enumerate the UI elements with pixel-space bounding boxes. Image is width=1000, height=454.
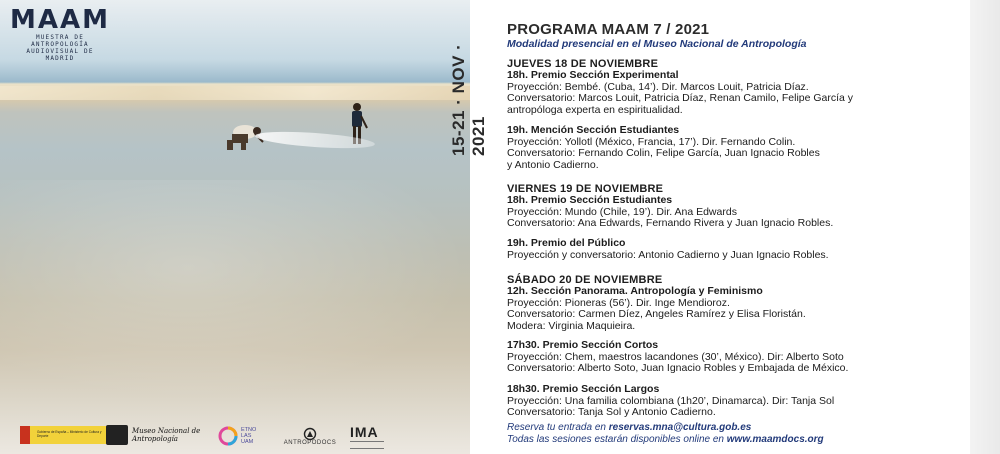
session-heading: 17h30. Premio Sección Cortos	[507, 339, 659, 351]
ministry-logo-text: Gobierno de España – Ministerio de Cultura y Deporte	[37, 430, 102, 438]
session-heading: 19h. Mención Sección Estudiantes	[507, 124, 680, 136]
day-heading-saturday: SÁBADO 20 DE NOVIEMBRE	[507, 274, 663, 286]
program-subtitle: Modalidad presencial en el Museo Nacional de Antropología	[507, 38, 807, 50]
maam-logo-line: ANTROPOLOGÍA	[31, 41, 89, 48]
session-line: Modera: Virginia Maquieira.	[507, 319, 636, 332]
session-line: Conversatorio: Tanja Sol y Antonio Cadierno.	[507, 406, 716, 418]
session-heading: 18h. Premio Sección Estudiantes	[507, 194, 673, 206]
program-title: PROGRAMA MAAM 7 / 2021	[507, 21, 710, 38]
online-note	[507, 434, 824, 445]
etnolas-circle-icon	[218, 426, 238, 446]
right-edge-strip	[970, 0, 1000, 454]
etnolas-logo-text: ETNO LAS UAM	[241, 427, 257, 445]
maam-logo-mark: MAAM	[10, 5, 110, 35]
maam-logo-line: MUESTRA DE	[35, 34, 85, 41]
ministry-logo	[20, 426, 110, 444]
ima-logo-text: IMA	[350, 423, 379, 440]
session-heading: 18h30. Premio Sección Largos	[507, 383, 660, 395]
session-block	[507, 384, 952, 419]
reservation-email-link[interactable]: reservas.mna@cultura.gob.es	[608, 422, 752, 433]
photo-water-glare	[0, 180, 470, 400]
website-link[interactable]: www.maamdocs.org	[726, 434, 824, 445]
session-line: Conversatorio: Fernando Colin, Felipe García, Juan Ignacio Robles	[507, 147, 820, 159]
session-heading: 18h. Premio Sección Experimental	[507, 69, 679, 81]
museo-logo-icon	[106, 425, 128, 445]
day-heading-thursday: JUEVES 18 DE NOVIEMBRE	[507, 58, 659, 70]
session-block	[507, 195, 952, 230]
maam-logo-line: MADRID	[45, 55, 75, 62]
sponsor-logos-bar	[0, 418, 470, 454]
antropodocs-logo-text: ANTROPODOCS	[283, 439, 337, 446]
online-prefix: Todas las sesiones estarán disponibles online en	[507, 434, 727, 445]
session-line: Conversatorio: Ana Edwards, Fernando Rivera y Juan Ignacio Robles.	[507, 217, 834, 229]
session-block	[507, 340, 952, 375]
program-panel	[507, 0, 970, 454]
maam-logo-line: AUDIOVISUAL DE	[26, 48, 94, 55]
antropodocs-triangle-icon	[303, 427, 317, 440]
reservation-note	[507, 422, 751, 433]
session-line: Proyección: Chem, maestros lacandones (30’, México). Dir: Alberto Soto	[507, 350, 844, 363]
antropodocs-logo	[279, 422, 341, 450]
session-block	[507, 70, 952, 116]
session-line: Proyección: Mundo (Chile, 19’). Dir. Ana Edwards	[507, 205, 737, 218]
ima-logo-bars	[350, 441, 384, 449]
ima-logo	[350, 422, 390, 450]
maam-logo	[10, 6, 110, 62]
vertical-date-label: 15-21 · NOV · 2021	[449, 43, 488, 156]
session-heading: 19h. Premio del Público	[507, 237, 626, 249]
museo-logo	[106, 424, 208, 446]
session-line: Proyección: Bembé. (Cuba, 14’). Dir. Marcos Louit, Patricia Díaz.	[507, 80, 809, 93]
session-block	[507, 125, 952, 171]
session-line: Proyección: Pioneras (56’). Dir. Inge Mendioroz.	[507, 296, 730, 309]
session-line: Proyección: Yollotl (México, Francia, 17’). Dir. Fernando Colin.	[507, 135, 796, 148]
session-line: Proyección y conversatorio: Antonio Cadierno y Juan Ignacio Robles.	[507, 248, 829, 261]
session-line: y Antonio Cadierno.	[507, 158, 599, 171]
session-heading: 12h. Sección Panorama. Antropología y Feminismo	[507, 285, 763, 297]
session-block	[507, 238, 952, 261]
etnolas-logo	[218, 423, 270, 449]
museo-logo-text: Museo Nacional de Antropología	[132, 427, 201, 443]
session-line: antropóloga experta en espiritualidad.	[507, 103, 683, 116]
reservation-prefix: Reserva tu entrada en	[507, 422, 609, 433]
session-line: Conversatorio: Carmen Díez, Angeles Ramírez y Elisa Floristán.	[507, 308, 806, 320]
poster-photo	[0, 0, 488, 454]
session-line: Conversatorio: Alberto Soto, Juan Ignacio Robles y Embajada de México.	[507, 362, 849, 374]
session-line: Proyección: Una familia colombiana (1h20’, Dinamarca). Dir: Tanja Sol	[507, 394, 835, 407]
session-line: Conversatorio: Marcos Louit, Patricia Díaz, Renan Camilo, Felipe García y	[507, 92, 854, 104]
photo-shoreline	[0, 86, 470, 100]
session-block	[507, 286, 952, 332]
day-heading-friday: VIERNES 19 DE NOVIEMBRE	[507, 183, 664, 195]
